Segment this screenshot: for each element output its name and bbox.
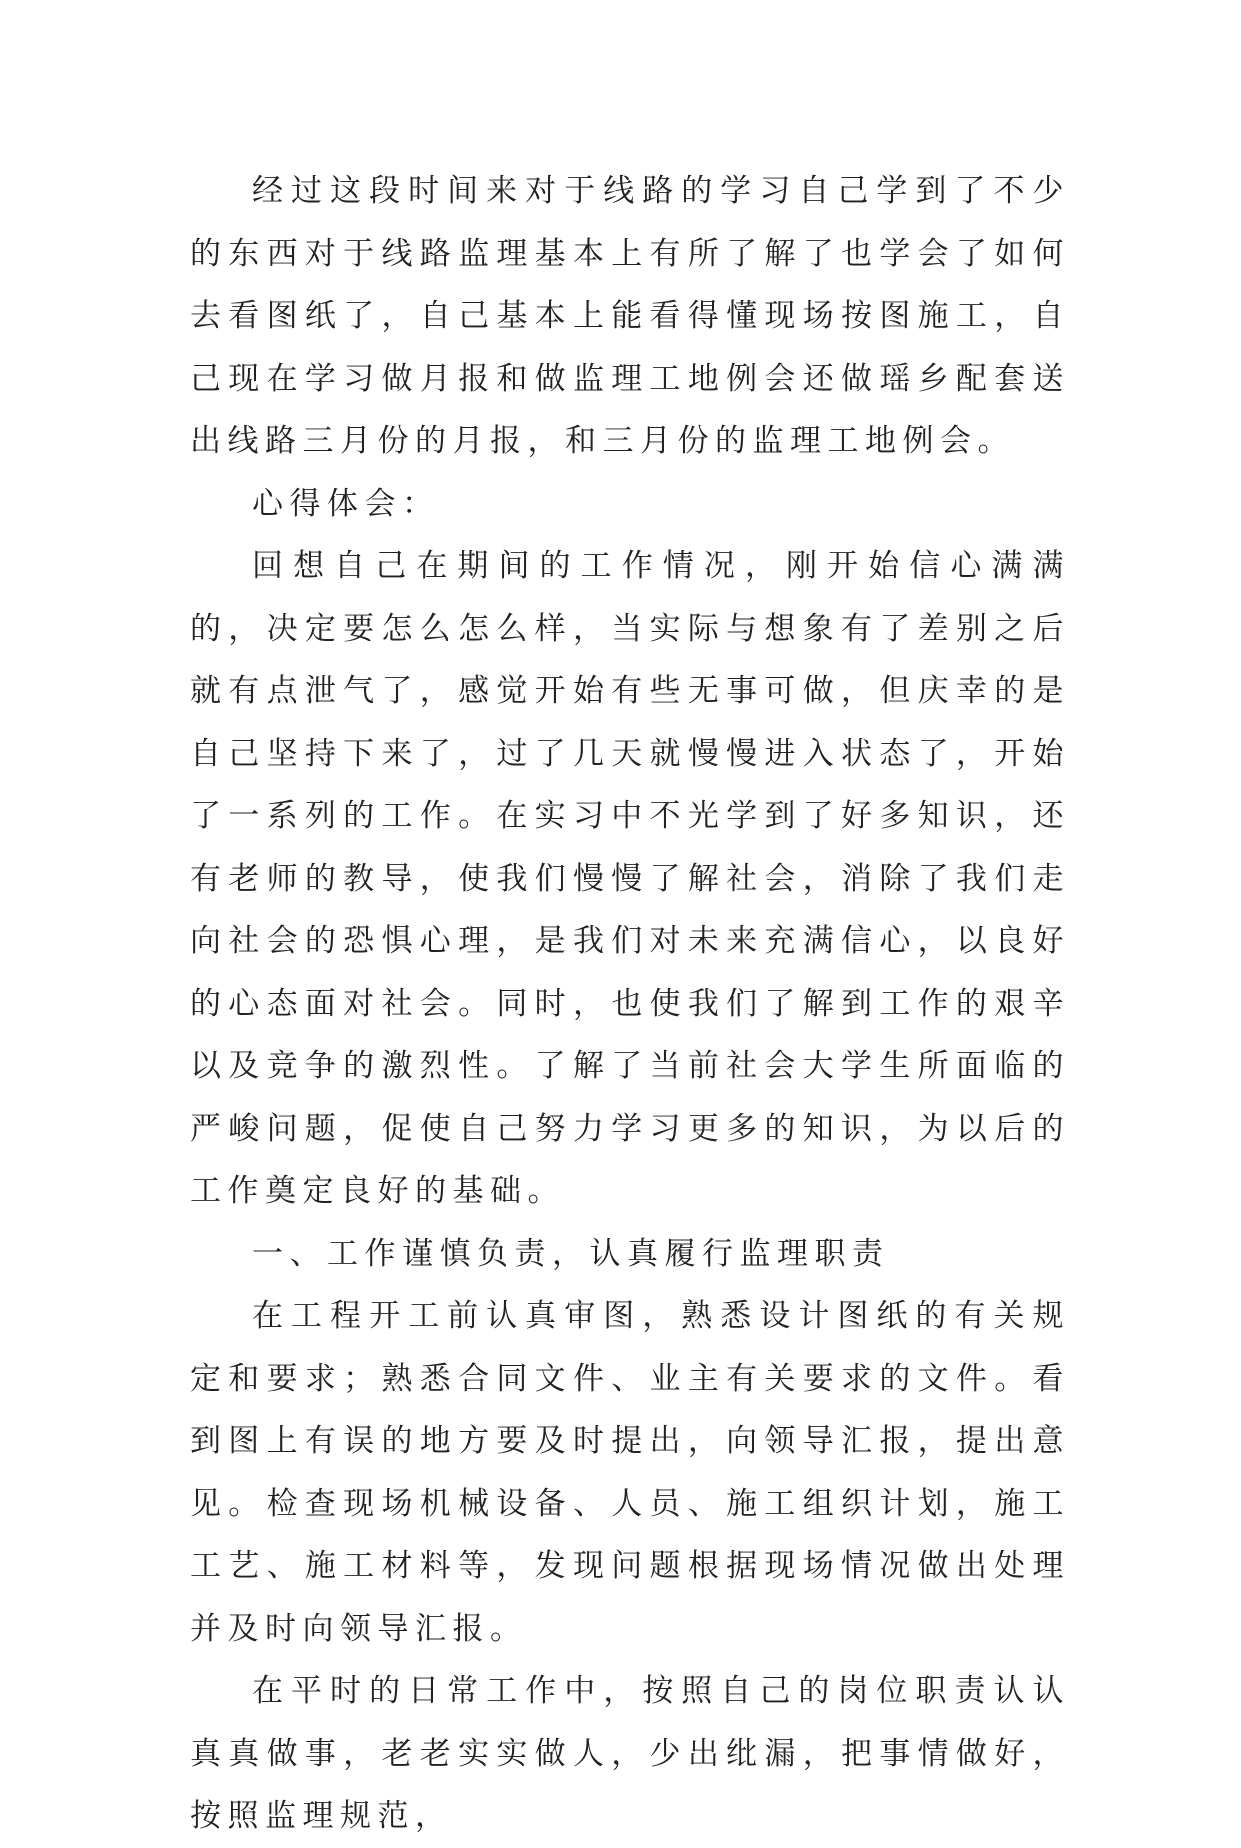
paragraph-reflection: 回想自己在期间的工作情况，刚开始信心满满的，决定要怎么怎么样，当实际与想象有了差别之后就有点泄气了，感觉开始有些无事可做，但庆幸的是自己坚持下来了，过了几天就慢慢进入状态了，开始了一系列的工作。在实习中不光学到了好多知识，还有老师的教导，使我们慢慢了解社会，消除了我们走向社会的恐惧心理，是我们对未来充满信心，以良好的心态面对社会。同时，也使我们了解到工作的艰辛以及竞争的激烈性。了解了当前社会大学生所面临的严峻问题，促使自己努力学习更多的知识，为以后的工作奠定良好的基础。: [190, 548, 1070, 1209]
paragraph-drawing-review: 在工程开工前认真审图，熟悉设计图纸的有关规定和要求；熟悉合同文件、业主有关要求的文件。看到图上有误的地方要及时提出，向领导汇报，提出意见。检查现场机械设备、人员、施工组织计划，施工工艺、施工材料等，发现问题根据现场情况做出处理并及时向领导汇报。: [190, 1298, 1070, 1647]
paragraph-route-study: 经过这段时间来对于线路的学习自己学到了不少的东西对于线路监理基本上有所了解了也学会了如何去看图纸了，自己基本上能看得懂现场按图施工，自己现在学习做月报和做监理工地例会还做瑶乡配套送出线路三月份的月报，和三月份的监理工地例会。: [190, 173, 1070, 459]
paragraph-heading-experience: 心得体会：: [252, 485, 440, 522]
document-body: [190, 160, 1070, 1848]
paragraph-daily-work: 在平时的日常工作中，按照自己的岗位职责认认真真做事，老老实实做人，少出纰漏，把事情做好，按照监理规范，: [190, 1673, 1070, 1834]
section-heading-1: 一、工作谨慎负责，认真履行监理职责: [252, 1235, 890, 1272]
